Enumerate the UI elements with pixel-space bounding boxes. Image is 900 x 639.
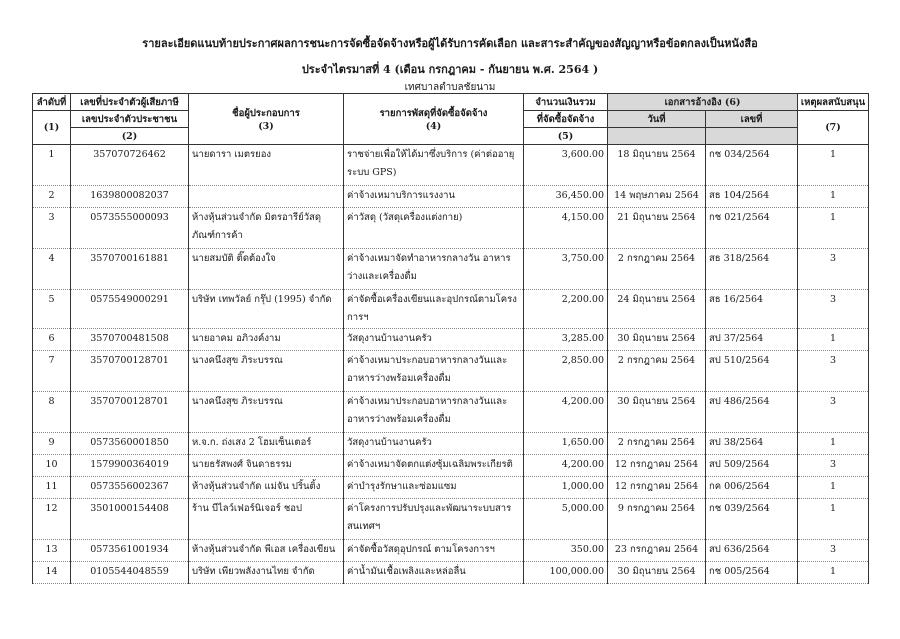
row-seq: 3 bbox=[33, 208, 71, 249]
row-seq: 14 bbox=[33, 562, 71, 584]
row-amount: 3,750.00 bbox=[524, 249, 608, 290]
row-seq: 13 bbox=[33, 540, 71, 562]
row-vendor: บริษัท เทพวัลย์ กรุ๊ป (1995) จำกัด bbox=[189, 290, 344, 329]
row-taxid: 357070726462 bbox=[71, 145, 189, 186]
row-reason: 3 bbox=[798, 351, 869, 392]
row-vendor: ห้างหุ้นส่วนจำกัด พีเอส เครื่องเขียน bbox=[189, 540, 344, 562]
row-item: ค่าจัดซื้อวัสดุอุปกรณ์ ตามโครงการฯ bbox=[344, 540, 524, 562]
row-ref-date: 14 พฤษภาคม 2564 bbox=[608, 186, 706, 208]
row-taxid: 3570700161881 bbox=[71, 249, 189, 290]
row-vendor: ห้างหุ้นส่วนจำกัด มิตรอารีย์วัสดุภัณฑ์การค้า bbox=[189, 208, 344, 249]
procurement-table bbox=[32, 93, 869, 584]
row-ref-no: กค 006/2564 bbox=[706, 477, 798, 499]
row-reason: 1 bbox=[798, 145, 869, 186]
row-ref-no: สป 486/2564 bbox=[706, 392, 798, 433]
row-taxid: 3501000154408 bbox=[71, 499, 189, 540]
row-ref-date: 2 กรกฎาคม 2564 bbox=[608, 351, 706, 392]
row-seq: 5 bbox=[33, 290, 71, 329]
row-taxid: 0575549000291 bbox=[71, 290, 189, 329]
row-ref-date: 9 กรกฎาคม 2564 bbox=[608, 499, 706, 540]
row-taxid: 0105544048559 bbox=[71, 562, 189, 584]
row-ref-date: 12 กรกฎาคม 2564 bbox=[608, 455, 706, 477]
row-ref-no: สป 509/2564 bbox=[706, 455, 798, 477]
col-ref-date-header: วันที่ bbox=[608, 111, 706, 128]
col-item-header: รายการพัสดุที่จัดซื้อจัดจ้าง (4) bbox=[344, 94, 524, 145]
row-ref-date: 12 กรกฎาคม 2564 bbox=[608, 477, 706, 499]
row-amount: 100,000.00 bbox=[524, 562, 608, 584]
row-vendor: นางคนึงสุข ภิระบรรณ bbox=[189, 351, 344, 392]
row-amount: 1,650.00 bbox=[524, 433, 608, 455]
row-amount: 2,850.00 bbox=[524, 351, 608, 392]
col-amount-no: (5) bbox=[524, 128, 608, 145]
table-row bbox=[33, 249, 869, 290]
row-amount: 3,600.00 bbox=[524, 145, 608, 186]
row-ref-no: สธ 16/2564 bbox=[706, 290, 798, 329]
row-reason: 3 bbox=[798, 290, 869, 329]
col-ref-no-header: เลขที่ bbox=[706, 111, 798, 128]
row-taxid: 0573555000093 bbox=[71, 208, 189, 249]
row-amount: 350.00 bbox=[524, 540, 608, 562]
row-taxid: 0573561001934 bbox=[71, 540, 189, 562]
row-vendor: นายดารา เมตรยอง bbox=[189, 145, 344, 186]
col-amount2-header: ที่จัดซื้อจัดจ้าง bbox=[524, 111, 608, 128]
row-seq: 1 bbox=[33, 145, 71, 186]
row-taxid: 1639800082037 bbox=[71, 186, 189, 208]
row-vendor: ห้างหุ้นส่วนจำกัด แม่จัน ปริ้นติ้ง bbox=[189, 477, 344, 499]
row-amount: 4,150.00 bbox=[524, 208, 608, 249]
col-ref-header: เอกสารอ้างอิง (6) bbox=[608, 94, 798, 111]
row-amount: 36,450.00 bbox=[524, 186, 608, 208]
row-vendor: นายสมบัติ ติ๊ดต้องใจ bbox=[189, 249, 344, 290]
row-ref-no: สป 37/2564 bbox=[706, 329, 798, 351]
row-item: ค่าจ้างเหมาประกอบอาหารกลางวันและอาหารว่างพร้อมเครื่องดื่ม bbox=[344, 392, 524, 433]
row-ref-date: 18 มิถุนายน 2564 bbox=[608, 145, 706, 186]
row-item: ราชจ่ายเพื่อให้ได้มาซึ่งบริการ (ค่าต่ออายุระบบ GPS) bbox=[344, 145, 524, 186]
row-ref-no: สป 510/2564 bbox=[706, 351, 798, 392]
col-ref-date-blank bbox=[608, 128, 706, 145]
row-reason: 3 bbox=[798, 249, 869, 290]
row-amount: 4,200.00 bbox=[524, 455, 608, 477]
row-amount: 2,200.00 bbox=[524, 290, 608, 329]
row-ref-no: กช 021/2564 bbox=[706, 208, 798, 249]
row-item: ค่าน้ำมันเชื้อเพลิงและหล่อลื่น bbox=[344, 562, 524, 584]
row-item: ค่าวัสดุ (วัสดุเครื่องแต่งกาย) bbox=[344, 208, 524, 249]
row-item: ค่าจ้างเหมาจัดตกแต่งซุ้มเฉลิมพระเกียรติ bbox=[344, 455, 524, 477]
row-ref-date: 24 มิถุนายน 2564 bbox=[608, 290, 706, 329]
row-ref-no: กช 039/2564 bbox=[706, 499, 798, 540]
row-ref-no: กช 034/2564 bbox=[706, 145, 798, 186]
row-seq: 8 bbox=[33, 392, 71, 433]
row-taxid: 0573556002367 bbox=[71, 477, 189, 499]
row-seq: 11 bbox=[33, 477, 71, 499]
col-taxid-header: เลขที่ประจำตัวผู้เสียภาษี bbox=[71, 94, 189, 111]
row-reason: 1 bbox=[798, 477, 869, 499]
row-reason: 3 bbox=[798, 392, 869, 433]
row-reason: 1 bbox=[798, 329, 869, 351]
table-row bbox=[33, 540, 869, 562]
row-seq: 6 bbox=[33, 329, 71, 351]
table-row bbox=[33, 499, 869, 540]
row-ref-no: กช 005/2564 bbox=[706, 562, 798, 584]
col-seq-header: ลำดับที่ bbox=[33, 94, 71, 111]
row-reason: 1 bbox=[798, 186, 869, 208]
row-seq: 7 bbox=[33, 351, 71, 392]
row-vendor: นายธรัสพงศ์ จินดาธรรม bbox=[189, 455, 344, 477]
table-row bbox=[33, 145, 869, 186]
col-seq-no: (1) bbox=[33, 111, 71, 145]
col-taxid2-header: เลขประจำตัวประชาชน bbox=[71, 111, 189, 128]
row-amount: 4,200.00 bbox=[524, 392, 608, 433]
table-row bbox=[33, 186, 869, 208]
row-vendor: นายอาคม อภิวงค์งาม bbox=[189, 329, 344, 351]
row-taxid: 3570700128701 bbox=[71, 351, 189, 392]
row-taxid: 1579900364019 bbox=[71, 455, 189, 477]
row-item: ค่าบำรุงรักษาและซ่อมแซม bbox=[344, 477, 524, 499]
row-reason: 1 bbox=[798, 208, 869, 249]
table-row bbox=[33, 208, 869, 249]
row-ref-date: 2 กรกฎาคม 2564 bbox=[608, 433, 706, 455]
row-reason: 1 bbox=[798, 562, 869, 584]
col-reason-header: เหตุผลสนับสนุน bbox=[798, 94, 869, 111]
row-reason: 1 bbox=[798, 433, 869, 455]
row-amount: 5,000.00 bbox=[524, 499, 608, 540]
row-taxid: 3570700481508 bbox=[71, 329, 189, 351]
table-row bbox=[33, 392, 869, 433]
row-taxid: 3570700128701 bbox=[71, 392, 189, 433]
row-vendor: นางคนึงสุข ภิระบรรณ bbox=[189, 392, 344, 433]
row-amount: 3,285.00 bbox=[524, 329, 608, 351]
row-item: ค่าจ้างเหมาบริการแรงงาน bbox=[344, 186, 524, 208]
row-ref-date: 21 มิถุนายน 2564 bbox=[608, 208, 706, 249]
row-item: ค่าโครงการปรับปรุงและพัฒนาระบบสารสนเทศฯ bbox=[344, 499, 524, 540]
doc-title: รายละเอียดแนบท้ายประกาศผลการชนะการจัดซื้อจัดจ้างหรือผู้ได้รับการคัดเลือก และสาระสำคัญของสัญญาหรือข้อตกลงเป็นหนังสือ bbox=[142, 37, 758, 50]
row-ref-no: สธ 318/2564 bbox=[706, 249, 798, 290]
row-ref-date: 30 มิถุนายน 2564 bbox=[608, 329, 706, 351]
row-reason: 3 bbox=[798, 540, 869, 562]
row-vendor: ร้าน บีไลว์เฟอร์นิเจอร์ ชอป bbox=[189, 499, 344, 540]
col-reason-no: (7) bbox=[798, 111, 869, 145]
table-row bbox=[33, 477, 869, 499]
table-row bbox=[33, 433, 869, 455]
row-item: วัสดุงานบ้านงานครัว bbox=[344, 433, 524, 455]
row-seq: 9 bbox=[33, 433, 71, 455]
row-item: ค่าจ้างเหมาจัดทำอาหารกลางวัน อาหารว่างและเครื่องดื่ม bbox=[344, 249, 524, 290]
row-ref-date: 2 กรกฎาคม 2564 bbox=[608, 249, 706, 290]
row-item: ค่าจัดซื้อเครื่องเขียนและอุปกรณ์ตามโครงการฯ bbox=[344, 290, 524, 329]
row-ref-date: 23 กรกฎาคม 2564 bbox=[608, 540, 706, 562]
row-amount: 1,000.00 bbox=[524, 477, 608, 499]
row-ref-no: สธ 104/2564 bbox=[706, 186, 798, 208]
row-seq: 10 bbox=[33, 455, 71, 477]
row-ref-no: สป 636/2564 bbox=[706, 540, 798, 562]
row-seq: 2 bbox=[33, 186, 71, 208]
doc-subtitle: ประจำไตรมาสที่ 4 (เดือน กรกฎาคม - กันยายน พ.ศ. 2564 ) bbox=[301, 63, 599, 76]
row-ref-date: 30 มิถุนายน 2564 bbox=[608, 562, 706, 584]
agency-name: เทศบาลตำบลชัยนาม bbox=[404, 82, 496, 93]
row-reason: 1 bbox=[798, 499, 869, 540]
row-vendor: บริษัท เพียวพลังงานไทย จำกัด bbox=[189, 562, 344, 584]
table-row bbox=[33, 351, 869, 392]
row-vendor: ห.จ.ก. ถ่งเสง 2 โฮมเซ็นเตอร์ bbox=[189, 433, 344, 455]
col-ref-no-blank bbox=[706, 128, 798, 145]
row-ref-no: สป 38/2564 bbox=[706, 433, 798, 455]
table-row bbox=[33, 562, 869, 584]
table-row bbox=[33, 455, 869, 477]
row-vendor bbox=[189, 186, 344, 208]
col-taxid-no: (2) bbox=[71, 128, 189, 145]
col-vendor-header: ชื่อผู้ประกอบการ (3) bbox=[189, 94, 344, 145]
row-ref-date: 30 มิถุนายน 2564 bbox=[608, 392, 706, 433]
row-seq: 12 bbox=[33, 499, 71, 540]
table-row bbox=[33, 329, 869, 351]
table-row bbox=[33, 290, 869, 329]
col-amount-header: จำนวนเงินรวม bbox=[524, 94, 608, 111]
row-taxid: 0573560001850 bbox=[71, 433, 189, 455]
row-item: วัสดุงานบ้านงานครัว bbox=[344, 329, 524, 351]
row-item: ค่าจ้างเหมาประกอบอาหารกลางวันและอาหารว่างพร้อมเครื่องดื่ม bbox=[344, 351, 524, 392]
row-seq: 4 bbox=[33, 249, 71, 290]
row-reason: 3 bbox=[798, 455, 869, 477]
